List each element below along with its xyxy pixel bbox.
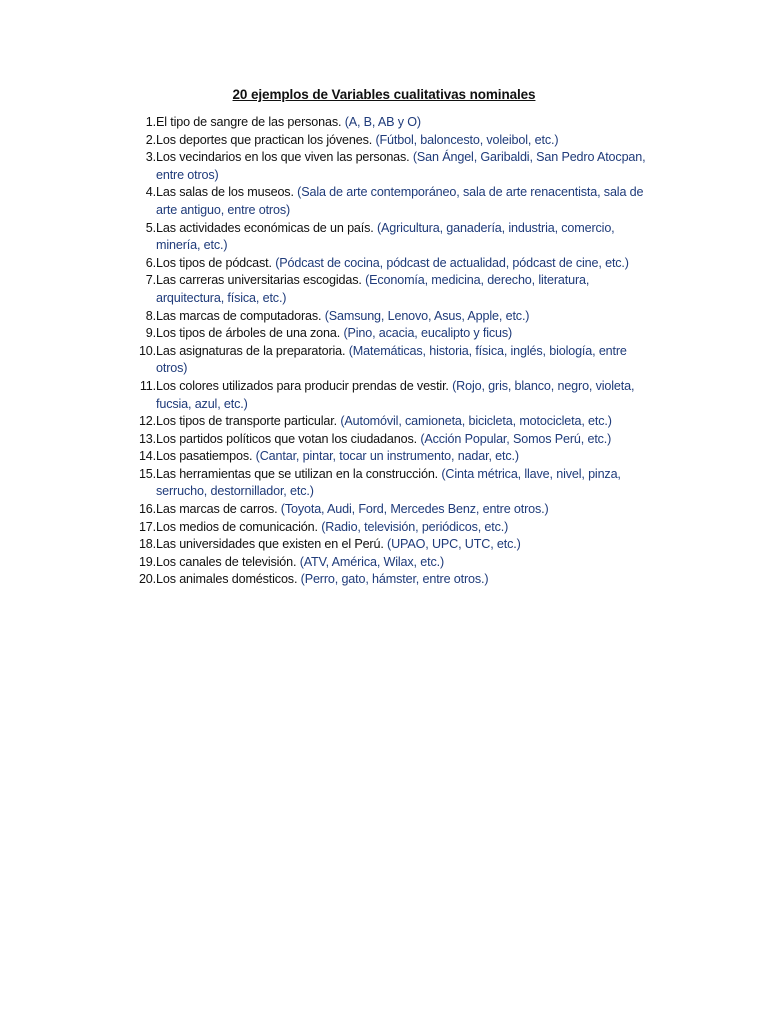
item-body	[156, 343, 660, 378]
item-number-label: 13.	[138, 431, 156, 446]
item-examples: (Cinta métrica, llave, nivel, pinza, serrucho, destornillador, etc.)	[156, 466, 621, 499]
item-examples: (UPAO, UPC, UTC, etc.)	[387, 537, 521, 552]
item-body	[156, 501, 660, 519]
item-number-label: 5.	[145, 220, 156, 235]
item-body	[156, 325, 660, 343]
item-text: Los vecindarios en los que viven las personas.	[156, 150, 410, 165]
list-item	[124, 255, 660, 273]
item-text: Los pasatiempos.	[156, 449, 253, 464]
list-item	[124, 272, 660, 307]
item-text: Los tipos de pódcast.	[156, 255, 272, 270]
item-text: Los medios de comunicación.	[156, 519, 318, 534]
item-number	[124, 571, 156, 589]
item-number-label: 9.	[145, 326, 156, 341]
item-text: Los colores utilizados para producir prendas de vestir.	[156, 378, 449, 393]
item-number-label: 18.	[138, 537, 156, 552]
item-number-label: 7.	[145, 273, 156, 288]
item-body	[156, 114, 660, 132]
item-number-label: 6.	[145, 255, 156, 270]
item-body	[156, 149, 660, 184]
item-number-label: 11.	[139, 378, 156, 393]
item-examples: (Economía, medicina, derecho, literatura, arquitectura, física, etc.)	[156, 273, 590, 305]
item-text: Las universidades que existen en el Perú.	[156, 537, 384, 552]
item-number	[124, 184, 156, 202]
list-item	[124, 184, 660, 219]
item-number	[124, 149, 156, 167]
item-examples: (Samsung, Lenovo, Asus, Apple, etc.)	[324, 308, 530, 323]
item-examples: (Perro, gato, hámster, entre otros.)	[300, 572, 489, 587]
item-number-label: 3.	[145, 150, 156, 165]
item-number	[124, 272, 156, 290]
item-text: Las herramientas que se utilizan en la construcción.	[156, 466, 439, 481]
item-examples: (Acción Popular, Somos Perú, etc.)	[420, 431, 612, 446]
item-body	[156, 272, 660, 307]
item-body	[156, 378, 660, 413]
item-examples: (Matemáticas, historia, física, inglés, biología, entre otros)	[156, 343, 627, 376]
item-examples: (Agricultura, ganadería, industria, comercio, minería, etc.)	[156, 220, 615, 253]
item-body	[156, 431, 660, 449]
item-number	[124, 308, 156, 326]
item-body	[156, 132, 660, 150]
item-examples: (Cantar, pintar, tocar un instrumento, nadar, etc.)	[255, 449, 519, 464]
list-item	[124, 308, 660, 326]
item-body	[156, 466, 660, 501]
list-item	[124, 571, 660, 589]
item-number-label: 12.	[138, 414, 156, 429]
item-text: Las marcas de computadoras.	[156, 308, 322, 323]
item-text: Los canales de televisión.	[156, 554, 297, 569]
item-body	[156, 448, 660, 466]
item-number	[124, 554, 156, 572]
item-number-label: 15.	[138, 466, 156, 481]
item-number-label: 20.	[138, 572, 156, 587]
item-text: Las marcas de carros.	[156, 502, 278, 517]
item-number-label: 19.	[138, 554, 156, 569]
list-item	[124, 114, 660, 132]
item-text: Las carreras universitarias escogidas.	[156, 273, 362, 288]
item-examples: (Pino, acacia, eucalipto y ficus)	[343, 326, 513, 341]
item-number-label: 10.	[138, 343, 156, 358]
item-text: Las actividades económicas de un país.	[156, 220, 374, 235]
list-item	[124, 501, 660, 519]
item-number	[124, 448, 156, 466]
item-body	[156, 255, 660, 273]
list-item	[124, 132, 660, 150]
item-examples: (Rojo, gris, blanco, negro, violeta, fucsia, azul, etc.)	[156, 378, 635, 411]
list-item	[124, 536, 660, 554]
item-number	[124, 413, 156, 431]
item-number	[124, 536, 156, 554]
item-number	[124, 220, 156, 238]
item-number	[124, 343, 156, 361]
item-body	[156, 220, 660, 255]
item-body	[156, 413, 660, 431]
list-item	[124, 343, 660, 378]
item-text: El tipo de sangre de las personas.	[156, 115, 342, 129]
item-number-label: 17.	[138, 519, 156, 534]
list-item	[124, 220, 660, 255]
item-number	[124, 132, 156, 150]
list-item	[124, 378, 660, 413]
list-item	[124, 431, 660, 449]
item-text: Las asignaturas de la preparatoria.	[156, 343, 346, 358]
examples-list	[124, 114, 660, 589]
list-item	[124, 519, 660, 537]
item-text: Los deportes que practican los jóvenes.	[156, 132, 373, 147]
item-examples: (Automóvil, camioneta, bicicleta, motocicleta, etc.)	[340, 414, 612, 429]
item-examples: (Pódcast de cocina, pódcast de actualidad, pódcast de cine, etc.)	[275, 255, 629, 270]
item-text: Las salas de los museos.	[156, 185, 294, 200]
list-item	[124, 554, 660, 572]
item-number	[124, 255, 156, 273]
item-body	[156, 536, 660, 554]
item-body	[156, 519, 660, 537]
item-number	[124, 378, 156, 396]
item-body	[156, 571, 660, 589]
item-examples: (San Ángel, Garibaldi, San Pedro Atocpan, entre otros)	[156, 150, 646, 182]
document-title: 20 ejemplos de Variables cualitativas nominales	[232, 87, 536, 102]
item-number-label: 8.	[145, 308, 156, 323]
list-item	[124, 466, 660, 501]
list-item	[124, 325, 660, 343]
item-examples: (Fútbol, baloncesto, voleibol, etc.)	[375, 132, 559, 147]
item-number-label: 16.	[138, 502, 156, 517]
item-examples: (A, B, AB y O)	[344, 115, 421, 129]
item-number-label: 4.	[145, 185, 156, 200]
item-number-label: 2.	[145, 132, 156, 147]
item-number	[124, 325, 156, 343]
item-text: Los tipos de transporte particular.	[156, 414, 337, 429]
item-number	[124, 431, 156, 449]
item-text: Los animales domésticos.	[156, 572, 298, 587]
item-examples: (Radio, televisión, periódicos, etc.)	[321, 519, 509, 534]
item-examples: (Toyota, Audi, Ford, Mercedes Benz, entre otros.)	[280, 502, 549, 517]
list-item	[124, 149, 660, 184]
item-number	[124, 519, 156, 537]
item-number-label: 1.	[145, 115, 156, 129]
item-examples: (ATV, América, Wilax, etc.)	[299, 554, 444, 569]
item-number-label: 14.	[138, 449, 156, 464]
item-number	[124, 501, 156, 519]
list-item	[124, 413, 660, 431]
item-text: Los partidos políticos que votan los ciudadanos.	[156, 431, 417, 446]
item-examples: (Sala de arte contemporáneo, sala de arte renacentista, sala de arte antiguo, entre otros)	[156, 185, 644, 217]
item-body	[156, 308, 660, 326]
item-number	[124, 114, 156, 132]
item-body	[156, 554, 660, 572]
item-number	[124, 466, 156, 484]
item-body	[156, 184, 660, 219]
item-text: Los tipos de árboles de una zona.	[156, 326, 341, 341]
list-item	[124, 448, 660, 466]
